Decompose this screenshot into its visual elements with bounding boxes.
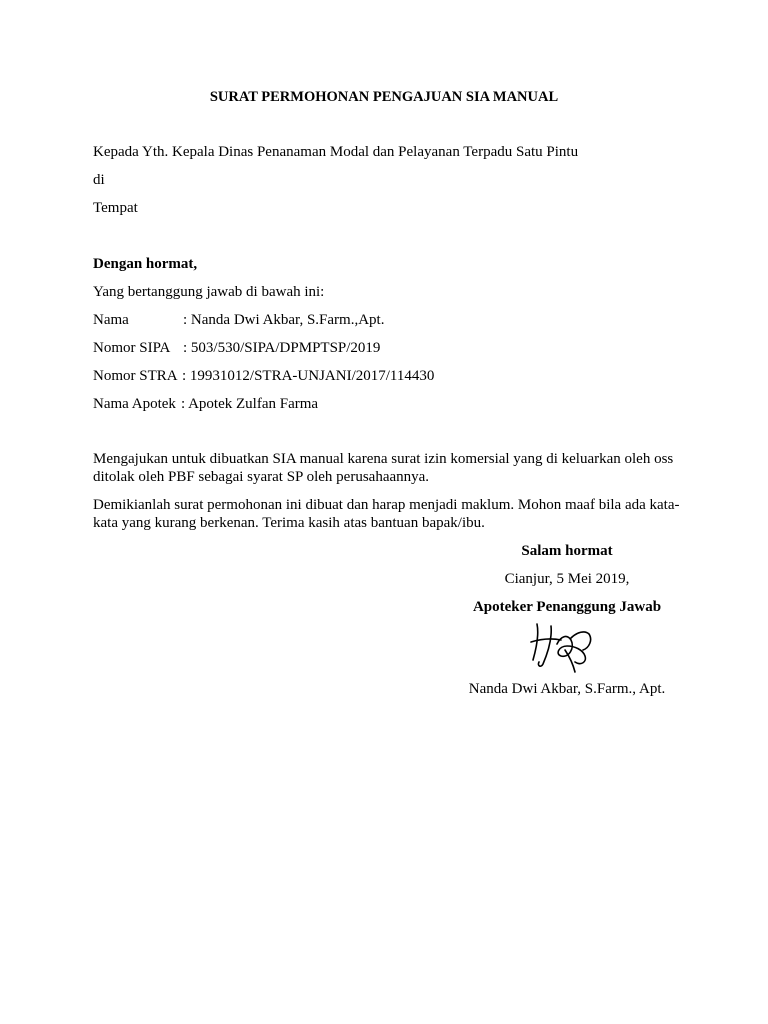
body-paragraph-1: Mengajukan untuk dibuatkan SIA manual karena surat izin komersial yang di keluarkan oleh oss ditolak oleh PBF sebagai syarat SP oleh perusahaannya. [93, 451, 674, 485]
field-label-stra: Nomor STRA [93, 368, 178, 384]
recipient-di: di [93, 172, 105, 188]
closing-role: Apoteker Penanggung Jawab [472, 599, 662, 615]
body-paragraph-2: Demikianlah surat permohonan ini dibuat dan harap menjadi maklum. Mohon maaf bila ada kata-kata yang kurang berkenan. Terima kasih atas bantuan bapak/ibu. [93, 497, 680, 531]
field-label-sipa: Nomor SIPA [93, 340, 171, 356]
recipient-place: Tempat [93, 200, 138, 216]
intro-text: Yang bertanggung jawab di bawah ini: [93, 284, 325, 300]
salutation: Dengan hormat, [93, 256, 198, 272]
field-value-nama: : Nanda Dwi Akbar, S.Farm.,Apt. [183, 312, 385, 328]
field-value-sipa: : 503/530/SIPA/DPMPTSP/2019 [183, 340, 381, 356]
signer-name: Nanda Dwi Akbar, S.Farm., Apt. [468, 681, 666, 697]
handwritten-signature [527, 620, 599, 676]
letter-title: SURAT PERMOHONAN PENGAJUAN SIA MANUAL [209, 89, 559, 105]
closing-place-date: Cianjur, 5 Mei 2019, [504, 571, 630, 587]
closing-greeting: Salam hormat [521, 543, 613, 559]
recipient-line: Kepada Yth. Kepala Dinas Penanaman Modal dan Pelayanan Terpadu Satu Pintu [93, 144, 579, 160]
field-value-apotek: : Apotek Zulfan Farma [181, 396, 319, 412]
closing-block [440, 542, 694, 616]
signer-block [440, 680, 694, 698]
field-label-nama: Nama [93, 312, 129, 328]
field-label-apotek: Nama Apotek [93, 396, 176, 412]
field-value-stra: : 19931012/STRA-UNJANI/2017/114430 [182, 368, 435, 384]
